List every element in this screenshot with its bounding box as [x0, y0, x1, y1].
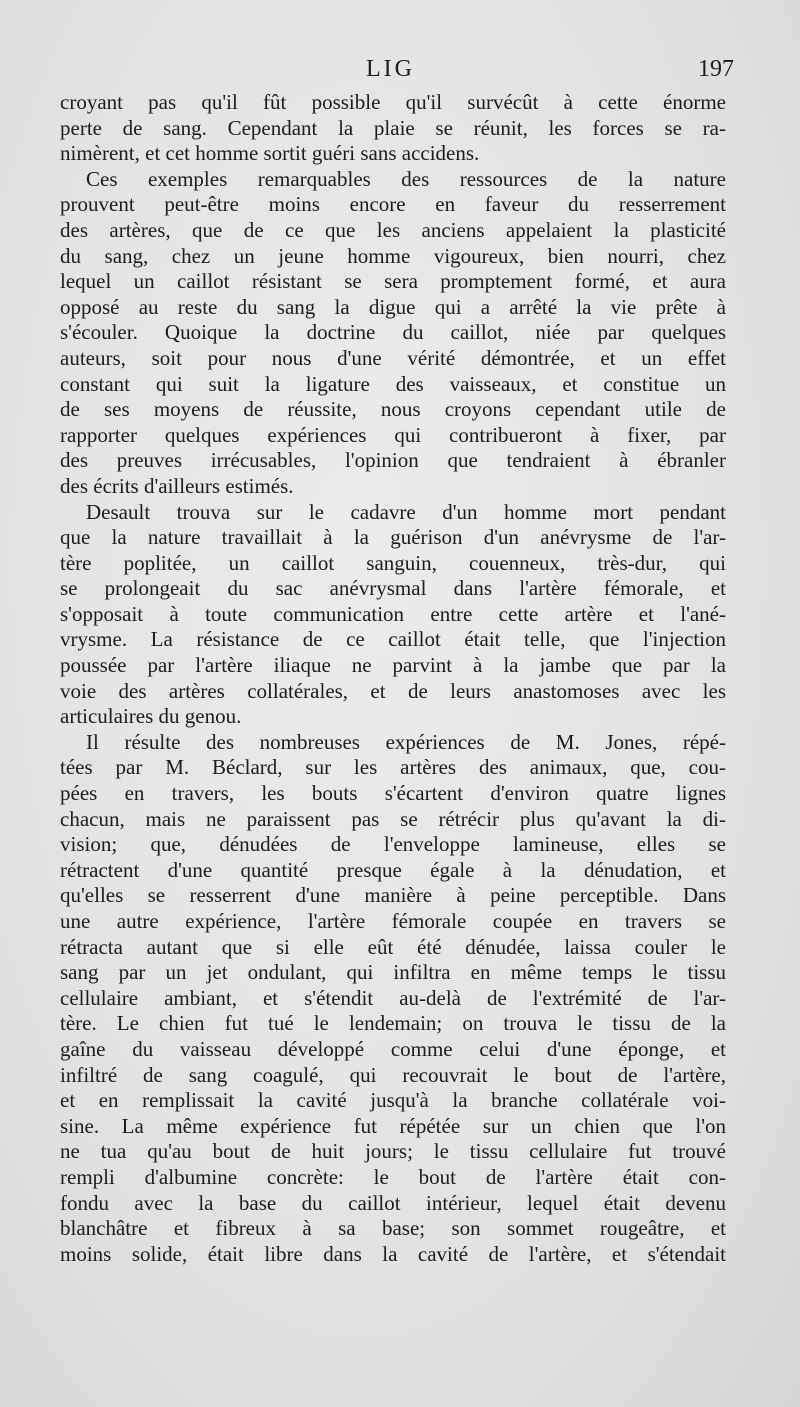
text-line: des preuves irrécusables, l'opinion que tendraient à ébranler — [60, 448, 726, 473]
text-line: prouvent peut-être moins encore en faveur du resserrement — [60, 192, 726, 217]
body-text — [60, 90, 726, 1267]
text-line: auteurs, soit pour nous d'une vérité démontrée, et un effet — [60, 345, 726, 370]
text-line: Ces exemples remarquables des ressources de la nature — [86, 166, 726, 191]
paragraph — [60, 730, 726, 1267]
text-line: rétractent d'une quantité presque égale à la dénudation, et — [60, 857, 726, 882]
text-line: nimèrent, et cet homme sortit guéri sans accidens. — [60, 141, 480, 166]
text-line: tère poplitée, un caillot sanguin, couenneux, très-dur, qui — [60, 550, 726, 575]
text-line: blanchâtre et fibreux à sa base; son sommet rougeâtre, et — [60, 1216, 726, 1241]
text-line: cellulaire ambiant, et s'étendit au-delà de l'extrémité de l'ar- — [60, 985, 726, 1010]
text-line: du sang, chez un jeune homme vigoureux, bien nourri, chez — [60, 243, 726, 268]
text-line: constant qui suit la ligature des vaisseaux, et constitue un — [60, 371, 726, 396]
text-line: infiltré de sang coagulé, qui recouvrait le bout de l'artère, — [60, 1062, 726, 1087]
text-line: rétracta autant que si elle eût été dénudée, laissa couler le — [60, 934, 726, 959]
paragraph — [60, 167, 726, 500]
text-line: moins solide, était libre dans la cavité de l'artère, et s'étendait — [60, 1241, 726, 1266]
text-line: sang par un jet ondulant, qui infiltra en même temps le tissu — [60, 960, 726, 985]
text-line: opposé au reste du sang la digue qui a arrêté la vie prête à — [60, 294, 726, 319]
text-line: gaîne du vaisseau développé comme celui d'une éponge, et — [60, 1036, 726, 1061]
text-line: sine. La même expérience fut répétée sur un chien que l'on — [60, 1113, 726, 1138]
text-line: voie des artères collatérales, et de leurs anastomoses avec les — [60, 678, 726, 703]
text-line: articulaires du genou. — [60, 704, 242, 729]
text-line: vision; que, dénudées de l'enveloppe lamineuse, elles se — [60, 832, 726, 857]
text-line: pées en travers, les bouts s'écartent d'environ quatre lignes — [60, 781, 726, 806]
text-line: poussée par l'artère iliaque ne parvint à la jambe que par la — [60, 653, 726, 678]
paragraph — [60, 500, 726, 730]
text-line: se prolongeait du sac anévrysmal dans l'artère fémorale, et — [60, 576, 726, 601]
text-line: une autre expérience, l'artère fémorale coupée en travers se — [60, 909, 726, 933]
text-line: chacun, mais ne paraissent pas se rétrécir plus qu'avant la di- — [60, 806, 726, 831]
text-line: rapporter quelques expériences qui contribueront à fixer, par — [60, 422, 726, 447]
text-line: lequel un caillot résistant se sera promptement formé, et aura — [60, 269, 726, 294]
running-head — [0, 56, 800, 90]
text-line: que la nature travaillait à la guérison d'un anévrysme de l'ar- — [60, 525, 726, 550]
paragraph — [60, 90, 726, 167]
text-line: ne tua qu'au bout de huit jours; le tissu cellulaire fut trouvé — [60, 1139, 726, 1164]
page-number: 197 — [698, 56, 734, 82]
text-line: perte de sang. Cependant la plaie se réunit, les forces se ra- — [60, 115, 726, 140]
text-line: et en remplissait la cavité jusqu'à la branche collatérale voi- — [60, 1088, 726, 1113]
text-line: croyant pas qu'il fût possible qu'il survécût à cette énorme — [60, 90, 726, 114]
text-line: vrysme. La résistance de ce caillot était telle, que l'injection — [60, 627, 726, 652]
text-line: fondu avec la base du caillot intérieur, lequel était devenu — [60, 1190, 726, 1215]
text-line: Il résulte des nombreuses expériences de M. Jones, répé- — [86, 729, 726, 754]
text-line: tère. Le chien fut tué le lendemain; on trouva le tissu de la — [60, 1011, 726, 1036]
text-line: tées par M. Béclard, sur les artères des animaux, que, cou- — [60, 755, 726, 780]
running-head-title: LIG — [366, 56, 415, 82]
text-line: des artères, que de ce que les anciens appelaient la plasticité — [60, 217, 726, 242]
text-line: qu'elles se resserrent d'une manière à peine perceptible. Dans — [60, 883, 726, 908]
text-line: rempli d'albumine concrète: le bout de l'artère était con- — [60, 1164, 726, 1189]
text-line: de ses moyens de réussite, nous croyons cependant utile de — [60, 397, 726, 422]
text-line: s'écouler. Quoique la doctrine du caillot, niée par quelques — [60, 320, 726, 345]
text-line: Desault trouva sur le cadavre d'un homme mort pendant — [86, 499, 726, 524]
text-line: s'opposait à toute communication entre cette artère et l'ané- — [60, 601, 726, 626]
text-line: des écrits d'ailleurs estimés. — [60, 473, 294, 498]
